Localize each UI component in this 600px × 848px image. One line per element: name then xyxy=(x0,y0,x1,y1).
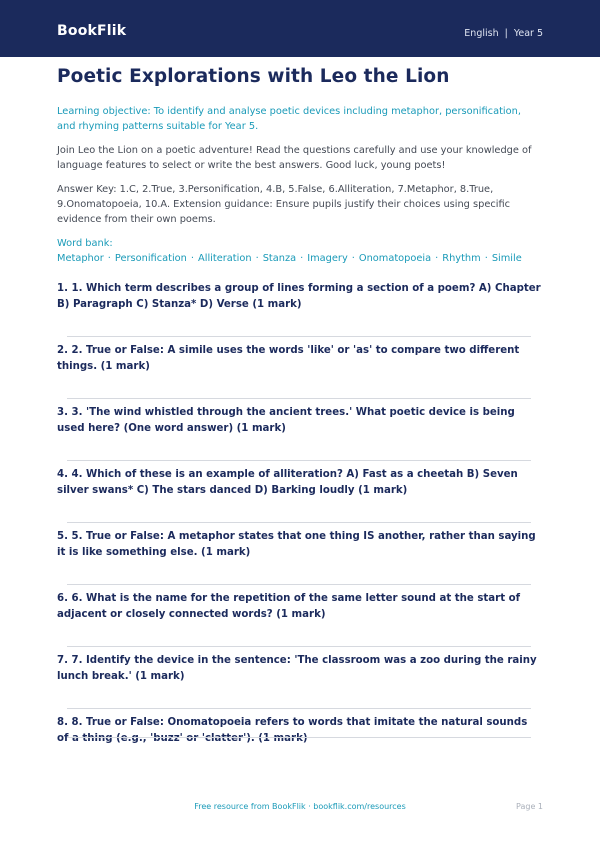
question-text: 8. 8. True or False: Onomatopoeia refers to words that imitate the natural sounds of a thing (e.g., 'buzz' or 'clatter'). (1 mark) xyxy=(57,717,528,744)
brand-logo[interactable]: BookFlik xyxy=(57,23,127,39)
answer-line[interactable] xyxy=(67,398,531,399)
word-bank-label: Word bank: xyxy=(57,238,113,249)
word-bank-item: Alliteration xyxy=(198,253,252,264)
page-title: Poetic Explorations with Leo the Lion xyxy=(57,66,450,87)
word-separator: · xyxy=(351,253,355,264)
worksheet-content xyxy=(57,66,541,777)
question-text: 6. 6. What is the name for the repetition of the same letter sound at the start of adjacent or closely connected words? (1 mark) xyxy=(57,593,521,620)
word-bank-item: Rhythm xyxy=(442,253,481,264)
word-separator: · xyxy=(484,253,488,264)
question-text: 3. 3. 'The wind whistled through the ancient trees.' What poetic device is being used here? (One word answer) (1 mark) xyxy=(57,407,515,434)
page-header xyxy=(0,0,600,57)
question-item xyxy=(57,715,541,777)
question-item xyxy=(57,405,541,467)
subject-level xyxy=(464,28,543,39)
answer-line[interactable] xyxy=(67,584,531,585)
answer-line[interactable] xyxy=(67,522,531,523)
page-number: Page 1 xyxy=(516,802,543,811)
word-separator: · xyxy=(300,253,304,264)
question-item xyxy=(57,529,541,591)
question-text: 7. 7. Identify the device in the sentence: 'The classroom was a zoo during the rainy lunch break.' (1 mark) xyxy=(57,655,537,682)
word-bank-item: Metaphor xyxy=(57,253,104,264)
word-bank xyxy=(57,236,541,266)
intro-text: Join Leo the Lion on a poetic adventure! Read the questions carefully and use your knowledge of language features to select or write the best answers. Good luck, young poets! xyxy=(57,145,532,171)
word-bank-item: Onomatopoeia xyxy=(358,253,432,264)
question-item xyxy=(57,591,541,653)
question-text: 1. 1. Which term describes a group of lines forming a section of a poem? A) Chapter B) Paragraph C) Stanza* D) Verse (1 mark) xyxy=(57,283,541,310)
subject-label: English xyxy=(464,28,499,39)
question-item xyxy=(57,467,541,529)
level-label: Year 5 xyxy=(513,28,543,39)
question-text: 2. 2. True or False: A simile uses the words 'like' or 'as' to compare two different things. (1 mark) xyxy=(57,345,520,372)
word-bank-item: Stanza xyxy=(262,253,297,264)
meta-separator: | xyxy=(504,28,508,39)
question-list xyxy=(57,281,541,777)
question-text: 4. 4. Which of these is an example of alliteration? A) Fast as a cheetah B) Seven silver swans* C) The stars danced D) Barking loudly (1 mark) xyxy=(57,469,518,496)
word-separator: · xyxy=(190,253,195,264)
word-separator: · xyxy=(107,253,111,264)
word-separator: · xyxy=(255,253,259,264)
question-text: 5. 5. True or False: A metaphor states that one thing IS another, rather than saying it is like something else. (1 mark) xyxy=(57,531,536,558)
learning-objective: Learning objective: To identify and analyse poetic devices including metaphor, personification, and rhyming patterns suitable for Year 5. xyxy=(57,106,521,132)
question-item xyxy=(57,343,541,405)
word-separator: · xyxy=(435,253,439,264)
answer-line[interactable] xyxy=(67,646,531,647)
answer-line[interactable] xyxy=(67,737,531,738)
answer-line[interactable] xyxy=(67,336,531,337)
footer-credit[interactable]: Free resource from BookFlik · bookflik.com/resources xyxy=(194,802,406,811)
word-bank-item: Simile xyxy=(491,253,522,264)
answer-key: Answer Key: 1.C, 2.True, 3.Personification, 4.B, 5.False, 6.Alliteration, 7.Metaphor, 8.True, 9.Onomatopoeia, 10.A. Extension guidance: Ensure pupils justify their choices using specific evidence from their own poems. xyxy=(57,184,511,225)
question-item xyxy=(57,281,541,343)
word-bank-item: Personification xyxy=(114,253,187,264)
answer-line[interactable] xyxy=(67,460,531,461)
answer-line[interactable] xyxy=(67,708,531,709)
word-bank-item: Imagery xyxy=(307,253,348,264)
question-item xyxy=(57,653,541,715)
